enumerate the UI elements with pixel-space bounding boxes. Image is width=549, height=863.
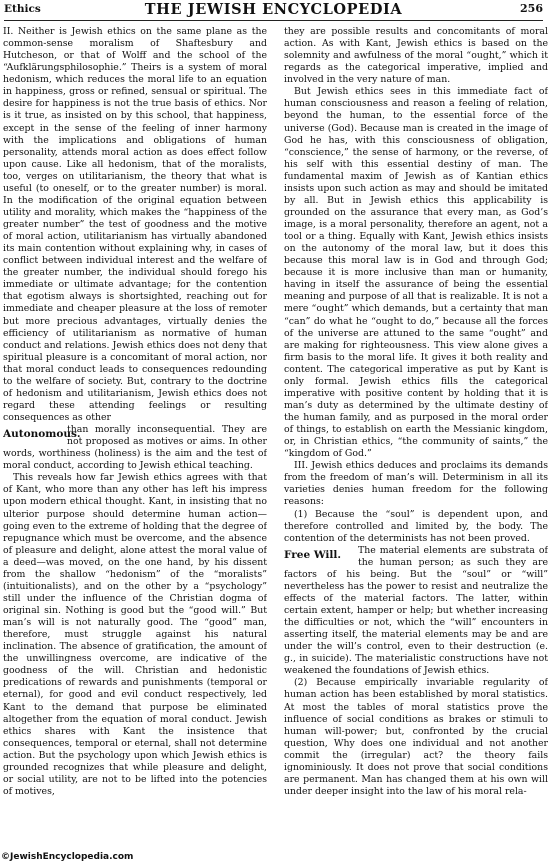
paragraph-kant: This reveals how far Jewish ethics agrees with that of Kant, who more than any other has left his impress upon modern ethical thought. Kant, in insisting that no ulterior purpose should determine human action—going even to the extreme of holding that the degree of repugnance which must be overcome, and the absence of pleasure and delight, alone attest the moral value of a deed—was moved, on the one hand, by his dissent from the shallow “hedonism” of the “moralists” (intuitionalists), and on the other by a “psychology” still under the influence of the Christian dogma of original sin. Nothing is good but the “good will.” But man’s will is not naturally good. The “good” man, therefore, must struggle against his natural inclination. The absence of gratification, the amount of the unwillingness overcome, are indicative of the goodness of the will. Christian and hedonistic predications of rewards and punishments (temporal or eternal), for good and evil conduct respectively, led Kant to the demand that purpose be eliminated altogether from the equation of moral conduct. Jewish ethics shares with Kant the insistence that consequences, temporal or eternal, shall not determine action. But the psychology upon which Jewish ethics is grounded recognizes that while pleasure and delight, or social utility, are not to be lifted into the potencies of motives, [3,472,267,797]
paragraph-section-iii: III. Jewish ethics deduces and proclaims its demands from the freedom of man’s will. Determinism in all its varieties denies human freedom for the following reasons: [284,460,548,508]
page-header [4,1,543,19]
paragraph-continuation: they are possible results and concomitants of moral action. As with Kant, Jewish ethics is based on the solemnity and awfulness of the moral “ought,” which it regards as the categorical imperative, implied and involved in the very nature of man. [284,26,548,86]
paragraph-reason-2: (2) Because empirically invariable regularity of human action has been established by moral statistics. At most the tables of moral statistics prove the influence of social conditions as brakes or stimuli to human will-power; but, confronted by the crucial question, Why does one individual and not another commit the (irregular) act? the theory fails ignominiously. It does not prove that social conditions are permanent. Man has changed them at his own will under deeper insight into the law of his moral rela- [284,677,548,797]
right-column [284,26,548,854]
running-head-title: THE JEWISH ENCYCLOPEDIA [144,1,403,18]
paragraph-autonomous: than morally inconsequential. They are not proposed as motives or aims. In other words, worthiness (holiness) is the aim and the test of moral conduct, according to Jewish ethical teaching. [3,424,267,472]
site-credit: ©JewishEncyclopedia.com [1,852,134,862]
sidenote-free-will: Free Will. [284,548,342,561]
running-head-topic: Ethics [4,3,41,15]
sidenote-autonomous: Autonomous. [3,428,81,441]
paragraph-reason-1: (1) Because the “soul” is dependent upon, and therefore controlled and limited by, the body. The contention of the determinists has not been proved. [284,508,548,544]
paragraph-immediate-fact: But Jewish ethics sees in this immediate fact of human consciousness and reason a feeling of relation, beyond the human, to the essential force of the universe (God). Because man is created in the image of God he has, with this consciousness of obligation, “conscience,” the sense of harmony, or the reverse, of his self with this essential destiny of man. The fundamental maxim of Jewish as of Kantian ethics insists upon such action as may and should be imitated by all. But in Jewish ethics this applicability is grounded on the assurance that every man, as God’s image, is a moral personality, therefore an agent, not a tool or a thing. Equally with Kant, Jewish ethics insists on the autonomy of the moral law, but it does this because this moral law is in God and through God; because it is more inclusive than man or humanity, having in itself the assurance of being the essential meaning and purpose of all that is realizable. It is not a mere “ought” which demands, but a certainty that man “can” do what he “ought to do,” because all the forces of the universe are attuned to the same “ought” and are making for righteousness. This view alone gives a firm basis to the moral life. It gives it both reality and content. The categorical imperative as put by Kant is only formal. Jewish ethics fills the categorical imperative with positive content by holding that it is man’s duty as determined by the ultimate destiny of the human family, and as purposed in the moral order of things, to establish on earth the Messianic kingdom, or, in Christian ethics, “the community of saints,” the “kingdom of God.” [284,86,548,460]
header-rule [4,20,543,21]
left-column [3,26,267,854]
paragraph-section-ii: II. Neither is Jewish ethics on the same plane as the common-sense moralism of Shaftesbury and Hutcheson, or that of Wolff and the school of the “Aufklärungsphilosophie.” Theirs is a system of moral hedonism, which reduces the moral life to an equation in happiness, gross or refined, sensual or spiritual. The desire for happiness is not the true basis of ethics. Nor is it true, as insisted on by this school, that happiness, except in the sense of the feeling of inner harmony with the implications and obligations of human personality, attends moral action as does effect follow upon cause. Like all hedonism, that of the moralists, too, verges on utilitarianism, the theory that what is useful (to oneself, or to the greater number) is moral. In the modification of the original equation between utility and morality, which makes the “happiness of the greater number” the test of goodness and the motive of moral action, utilitarianism has virtually abandoned its main contention without explaining why, in cases of conflict between individual interest and the welfare of the greater number, the individual should forego his immediate or ultimate advantage; for the contention that egotism always is shortsighted, reaching out for immediate and cheaper pleasure at the loss of remoter but more precious advantages, virtually denies the efficiency of utilitarianism as normative of human conduct and relations. Jewish ethics does not deny that spiritual pleasure is a concomitant of moral action, nor that moral conduct leads to consequences redounding to the welfare of society. But, contrary to the doctrine of hedonism and utilitarianism, Jewish ethics does not regard these attending feelings or resulting consequences as other [3,26,267,423]
paragraph-material-elements: The material elements are substrata of the human person; as such they are factors of his being. But the “soul” or “will” nevertheless has the power to resist and neutralize the effects of the material factors. The latter, within certain extent, hamper or help; but whether increasing the difficulties or not, which the “will” encounters in asserting itself, the material elements may be and are under the will’s control, even to their destruction (e. g., in suicide). The materialistic constructions have not weakened the foundations of Jewish ethics. [284,544,548,677]
page-number: 256 [520,2,543,15]
